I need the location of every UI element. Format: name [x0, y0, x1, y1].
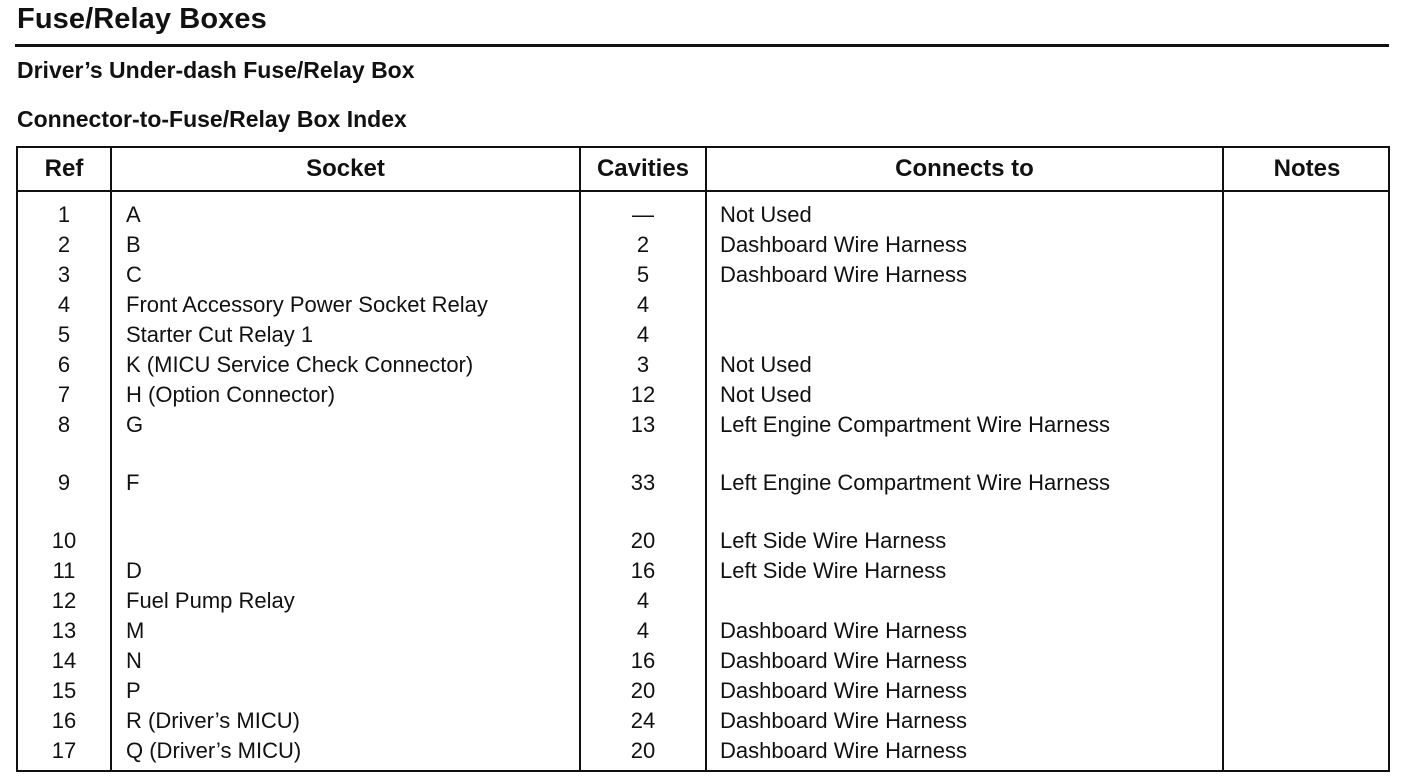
table-row — [18, 646, 1388, 676]
cell-cavities: 16 — [630, 558, 656, 583]
cell-connects-to: Left Side Wire Harness — [720, 528, 947, 553]
table-row — [18, 586, 1388, 616]
cell-cavities: — — [632, 202, 654, 227]
cell-notes — [1224, 380, 1388, 410]
cell-connects-to: Not Used — [720, 352, 812, 377]
table-row — [18, 230, 1388, 260]
section-title: Driver’s Under-dash Fuse/Relay Box — [17, 57, 415, 83]
table-row — [18, 200, 1388, 230]
cell-socket: F — [126, 470, 140, 495]
cell-notes — [1224, 676, 1388, 706]
table-row — [18, 350, 1388, 380]
header-cavities: Cavities — [596, 155, 690, 182]
cell-socket: G — [126, 412, 144, 437]
table-row — [18, 556, 1388, 586]
table-row — [18, 290, 1388, 320]
table-row — [18, 468, 1388, 498]
cell-connects-to: Dashboard Wire Harness — [720, 232, 967, 257]
cell-ref: 8 — [57, 412, 71, 437]
cell-cavities: 20 — [630, 738, 656, 763]
cell-socket: K (MICU Service Check Connector) — [126, 352, 474, 377]
table-row — [18, 706, 1388, 736]
cell-ref: 15 — [51, 678, 77, 703]
cell-connects-to: Not Used — [720, 382, 812, 407]
cell-cavities: 33 — [630, 470, 656, 495]
cell-ref: 6 — [57, 352, 71, 377]
cell-cavities: 13 — [630, 412, 656, 437]
title-divider — [15, 44, 1389, 47]
cell-ref: 17 — [51, 738, 77, 763]
cell-notes — [1224, 526, 1388, 556]
table-row — [18, 320, 1388, 350]
cell-socket: H (Option Connector) — [126, 382, 336, 407]
page-title: Fuse/Relay Boxes — [17, 3, 267, 35]
cell-cavities: 12 — [630, 382, 656, 407]
cell-connects-to: Dashboard Wire Harness — [720, 738, 967, 763]
cell-socket: N — [126, 648, 142, 673]
header-ref: Ref — [44, 155, 84, 182]
cell-ref: 2 — [57, 232, 71, 257]
header-connects-to: Connects to — [895, 155, 1034, 182]
cell-connects-to: Dashboard Wire Harness — [720, 678, 967, 703]
cell-connects-to: Left Engine Compartment Wire Harness — [720, 470, 1111, 495]
table-row — [18, 526, 1388, 556]
cell-socket: Front Accessory Power Socket Relay — [126, 292, 488, 317]
table-row — [18, 410, 1388, 440]
cell-cavities: 4 — [636, 588, 650, 613]
cell-connects-to: Dashboard Wire Harness — [720, 262, 967, 287]
cell-socket: A — [126, 202, 141, 227]
cell-notes — [1224, 200, 1388, 230]
cell-notes — [1224, 230, 1388, 260]
cell-cavities: 4 — [636, 322, 650, 347]
cell-connects-to: Dashboard Wire Harness — [720, 618, 967, 643]
table-title: Connector-to-Fuse/Relay Box Index — [17, 106, 407, 132]
table-header-row — [18, 148, 1388, 192]
table-row — [18, 676, 1388, 706]
cell-socket: D — [126, 558, 142, 583]
cell-socket: C — [126, 262, 142, 287]
cell-cavities: 3 — [636, 352, 650, 377]
cell-cavities: 5 — [636, 262, 650, 287]
cell-socket: M — [126, 618, 145, 643]
cell-socket: Q (Driver’s MICU) — [126, 738, 302, 763]
cell-ref: 9 — [57, 470, 71, 495]
cell-connects-to: Not Used — [720, 202, 812, 227]
cell-connects-to: Left Side Wire Harness — [720, 558, 947, 583]
table-row — [18, 616, 1388, 646]
cell-notes — [1224, 468, 1388, 498]
cell-ref: 11 — [52, 558, 76, 583]
cell-cavities: 20 — [630, 678, 656, 703]
cell-notes — [1224, 350, 1388, 380]
cell-ref: 1 — [57, 202, 71, 227]
cell-ref: 4 — [57, 292, 71, 317]
table-row — [18, 736, 1388, 766]
cell-notes — [1224, 616, 1388, 646]
cell-socket: P — [126, 678, 141, 703]
cell-connects-to — [720, 586, 1218, 616]
table-row — [18, 380, 1388, 410]
cell-socket: Fuel Pump Relay — [126, 588, 295, 613]
cell-connects-to: Dashboard Wire Harness — [720, 708, 967, 733]
cell-ref: 7 — [57, 382, 71, 407]
cell-notes — [1224, 320, 1388, 350]
cell-ref: 13 — [51, 618, 77, 643]
cell-socket — [126, 526, 578, 556]
cell-cavities: 16 — [630, 648, 656, 673]
header-notes: Notes — [1273, 155, 1341, 182]
cell-ref: 5 — [57, 322, 71, 347]
cell-ref: 16 — [51, 708, 77, 733]
cell-notes — [1224, 586, 1388, 616]
cell-socket: R (Driver’s MICU) — [126, 708, 300, 733]
cell-connects-to: Dashboard Wire Harness — [720, 648, 967, 673]
cell-ref: 10 — [51, 528, 77, 553]
cell-notes — [1224, 556, 1388, 586]
table-row — [18, 260, 1388, 290]
cell-socket: B — [126, 232, 141, 257]
cell-cavities: 20 — [630, 528, 656, 553]
cell-notes — [1224, 410, 1388, 440]
cell-notes — [1224, 290, 1388, 320]
cell-notes — [1224, 260, 1388, 290]
cell-notes — [1224, 736, 1388, 766]
cell-ref: 12 — [51, 588, 77, 613]
cell-ref: 14 — [51, 648, 77, 673]
connector-index-table — [16, 146, 1390, 772]
header-socket: Socket — [306, 155, 385, 182]
cell-cavities: 2 — [636, 232, 650, 257]
cell-connects-to: Left Engine Compartment Wire Harness — [720, 412, 1111, 437]
cell-cavities: 24 — [630, 708, 656, 733]
cell-connects-to — [720, 290, 1218, 320]
cell-notes — [1224, 646, 1388, 676]
cell-cavities: 4 — [636, 292, 650, 317]
cell-connects-to — [720, 320, 1218, 350]
cell-cavities: 4 — [636, 618, 650, 643]
cell-socket: Starter Cut Relay 1 — [126, 322, 314, 347]
cell-notes — [1224, 706, 1388, 736]
cell-ref: 3 — [57, 262, 71, 287]
